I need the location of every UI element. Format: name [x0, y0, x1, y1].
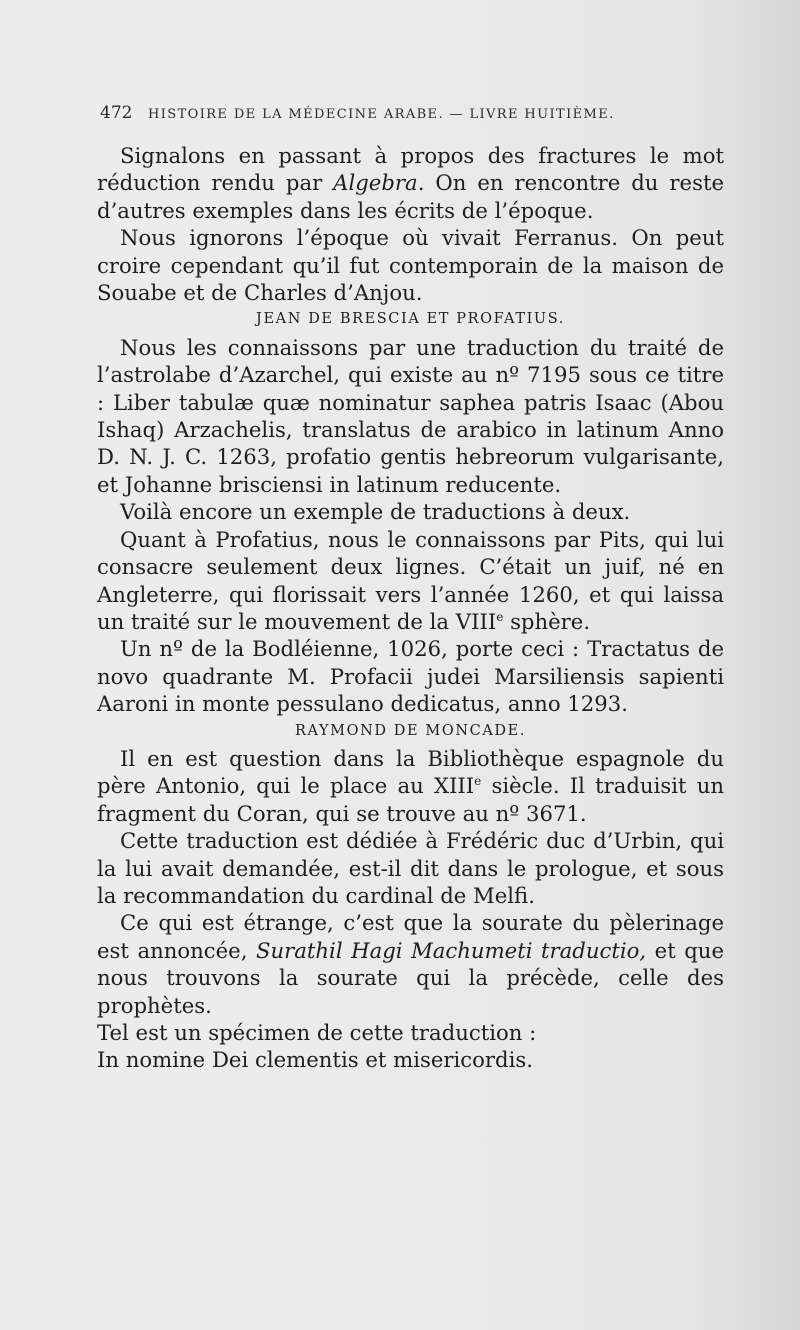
paragraph-bodleienne: Un nº de la Bodléienne, 1026, porte ceci : Tractatus de novo quadrante M. Profacii judei Marsiliensis sapienti Aaroni in monte pessulano dedicatus, anno 1293. — [97, 636, 724, 717]
running-header — [100, 103, 685, 123]
page-body — [97, 142, 724, 1074]
superscript: e — [496, 609, 504, 624]
paragraph-profatius — [97, 526, 724, 636]
page-number: 472 — [100, 103, 133, 123]
paragraph-text: et que nous trouvons la sourate qui la précède, celle des prophètes. — [97, 937, 724, 1018]
paragraph-fractures — [97, 142, 724, 224]
paragraph-text: Il en est question dans la Bibliothèque espagnole du père Antonio, qui le place au XIII — [97, 745, 724, 799]
section-heading-raymond-de-moncade: RAYMOND DE MONCADE. — [294, 722, 527, 739]
paragraph-bibliotheque — [97, 745, 724, 827]
paragraph-dedication: Cette traduction est dédiée à Frédéric duc d’Urbin, qui la lui avait demandée, est-il dit dans le prologue, et sous la recommandation du cardinal de Melfi. — [97, 828, 724, 908]
paragraph-text: Quant à Profatius, nous le connaissons par Pits, qui lui consacre seulement deux lignes. C’était un juif, né en Angleterre, qui florissait vers l’année 1260, et qui laissa un traité sur le mouvement de la VIII — [97, 526, 724, 634]
paragraph-text: . On en rencontre du reste d’autres exemples dans les écrits de l’époque. — [97, 170, 724, 223]
running-title: HISTOIRE DE LA MÉDECINE ARABE. — LIVRE HUITIÈME. — [148, 107, 615, 122]
paragraph-text: siècle. Il traduisit un fragment du Coran, qui se trouve au nº 3671. — [97, 773, 724, 826]
paragraph-text: Signalons en passant à propos des fractures le mot réduction rendu par — [97, 143, 724, 196]
paragraph-invocation: In nomine Dei clementis et misericordis. — [97, 1047, 533, 1073]
paragraph-traductions: Voilà encore un exemple de traductions à deux. — [120, 499, 631, 525]
paragraph-text: Ce qui est étrange, c’est que la sourate du pèlerinage est annoncée, — [97, 910, 724, 963]
section-heading-jean-de-brescia: JEAN DE BRESCIA ET PROFATIUS. — [256, 311, 565, 328]
paragraph-text: sphère. — [503, 608, 591, 634]
paragraph-ferranus: Nous ignorons l’époque où vivait Ferranus. On peut croire cependant qu’il fut contemporain de la maison de Souabe et de Charles d’Anjou. — [97, 225, 724, 306]
paragraph-specimen: Tel est un spécimen de cette traduction : — [97, 1020, 537, 1045]
superscript: e — [474, 774, 482, 789]
paragraph-sourate — [97, 909, 724, 1019]
italic-term: Algebra — [333, 170, 418, 196]
italic-title: Surathil Hagi Machumeti traductio, — [255, 937, 647, 963]
paragraph-astrolabe: Nous les connaissons par une traduction du traité de l’astrolabe d’Azarchel, qui existe au nº 7195 sous ce titre : Liber tabulæ quæ nominatur saphea patris Isaac (Abou Ishaq) Arzachelis, translatus de arabico in latinum Anno D. N. J. C. 1263, profatio gentis hebreorum vulgarisante, et Johanne brisciensi in latinum reducente. — [97, 334, 724, 497]
